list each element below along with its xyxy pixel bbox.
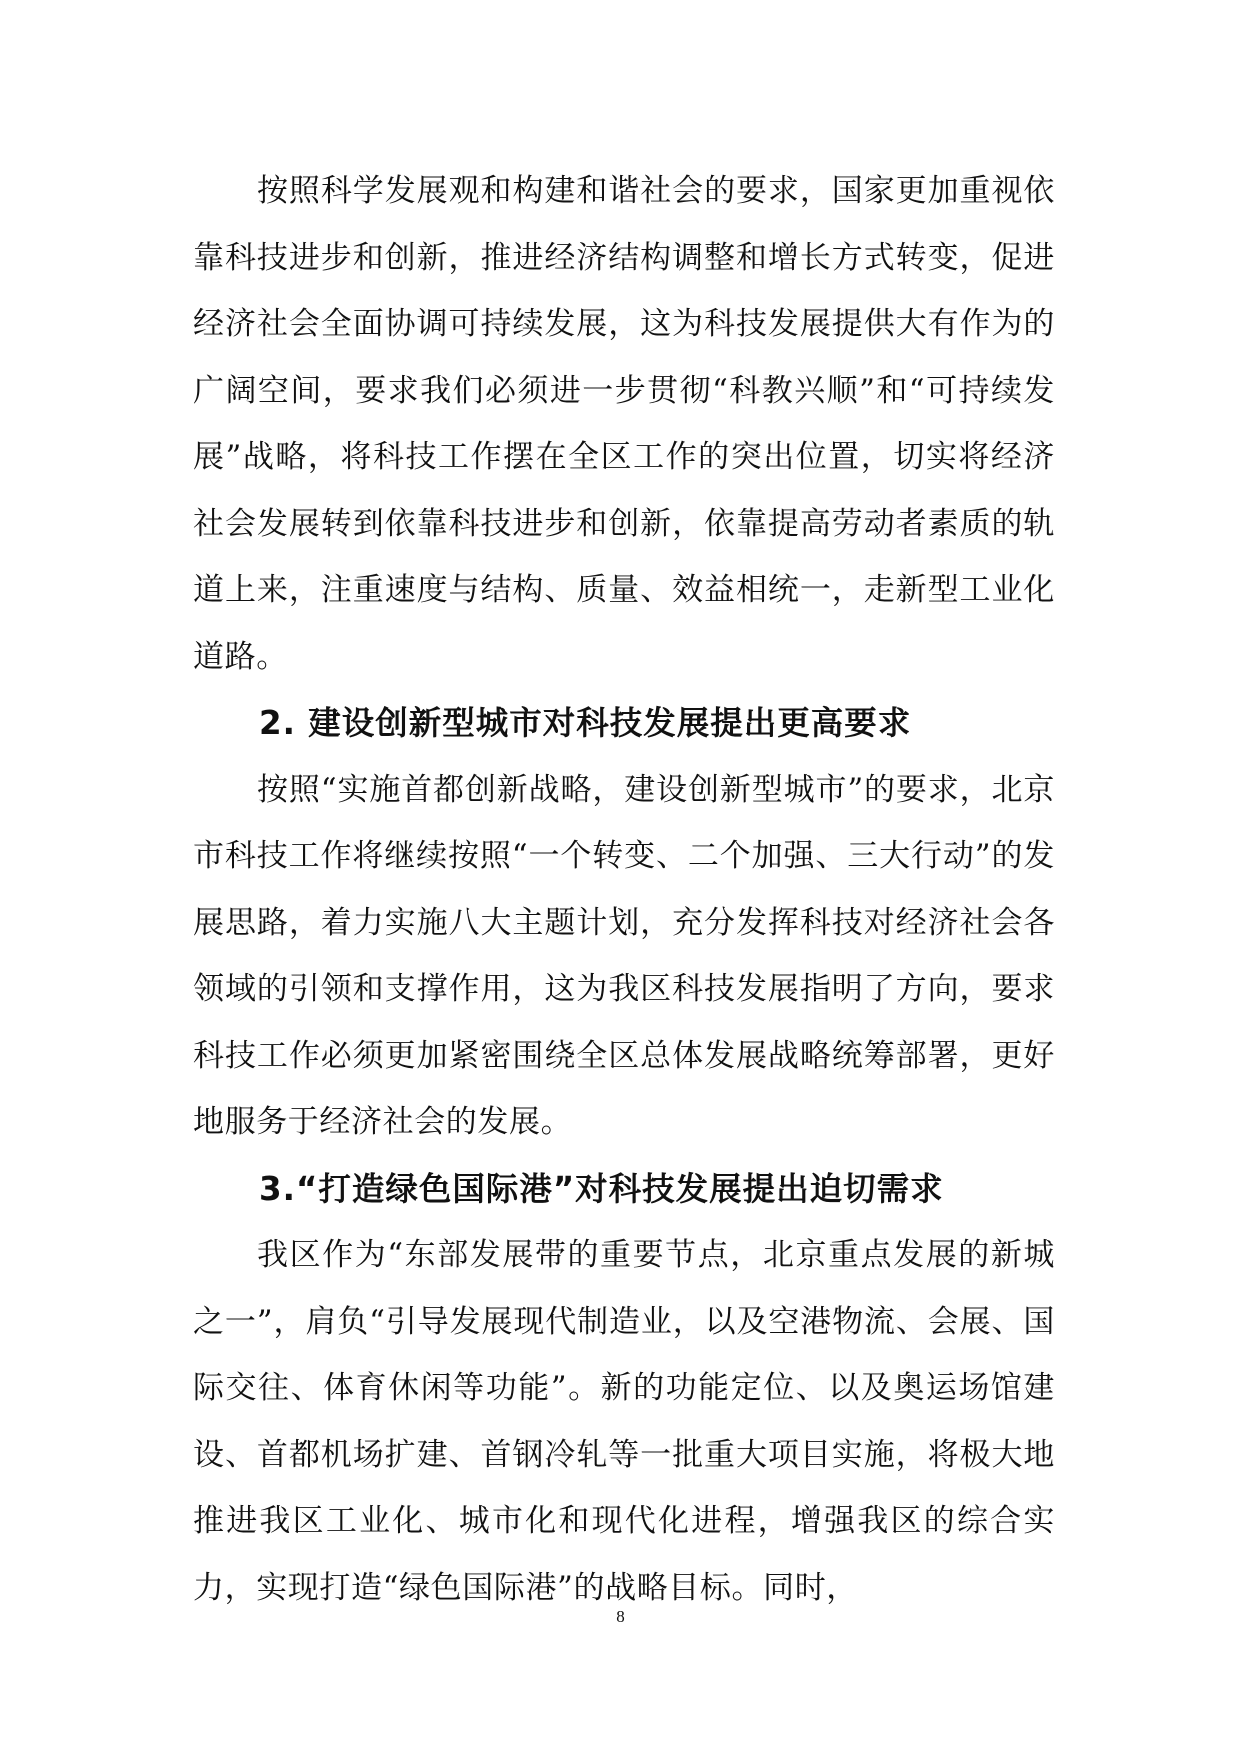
section-heading-3: 3.“打造绿色国际港”对科技发展提出迫切需求 <box>259 1169 944 1208</box>
page-number: 8 <box>616 1607 625 1626</box>
paragraph-1: 按照科学发展观和构建和谐社会的要求，国家更加重视依靠科技进步和创新，推进经济结构调整和增长方式转变，促进经济社会全面协调可持续发展，这为科技发展提供大有作为的广阔空间，要求我们必须进一步贯彻“科教兴顺”和“可持续发展”战略，将科技工作摆在全区工作的突出位置，切实将经济社会发展转到依靠科技进步和创新，依靠提高劳动者素质的轨道上来，注重速度与结构、质量、效益相统一，走新型工业化道路。 <box>193 173 1055 675</box>
paragraph-2: 按照“实施首都创新战略，建设创新型城市”的要求，北京市科技工作将继续按照“一个转变、二个加强、三大行动”的发展思路，着力实施八大主题计划，充分发挥科技对经济社会各领域的引领和支撑作用，这为我区科技发展指明了方向，要求科技工作必须更加紧密围绕全区总体发展战略统筹部署，更好地服务于经济社会的发展。 <box>193 771 1055 1140</box>
document-body <box>193 158 1055 1621</box>
section-heading-2: 2. 建设创新型城市对科技发展提出更高要求 <box>259 704 912 742</box>
paragraph-3: 我区作为“东部发展带的重要节点，北京重点发展的新城之一”，肩负“引导发展现代制造业，以及空港物流、会展、国际交往、体育休闲等功能”。新的功能定位、以及奥运场馆建设、首都机场扩建、首钢冷轧等一批重大项目实施，将极大地推进我区工业化、城市化和现代化进程，增强我区的综合实力，实现打造“绿色国际港”的战略目标。同时， <box>193 1237 1055 1606</box>
